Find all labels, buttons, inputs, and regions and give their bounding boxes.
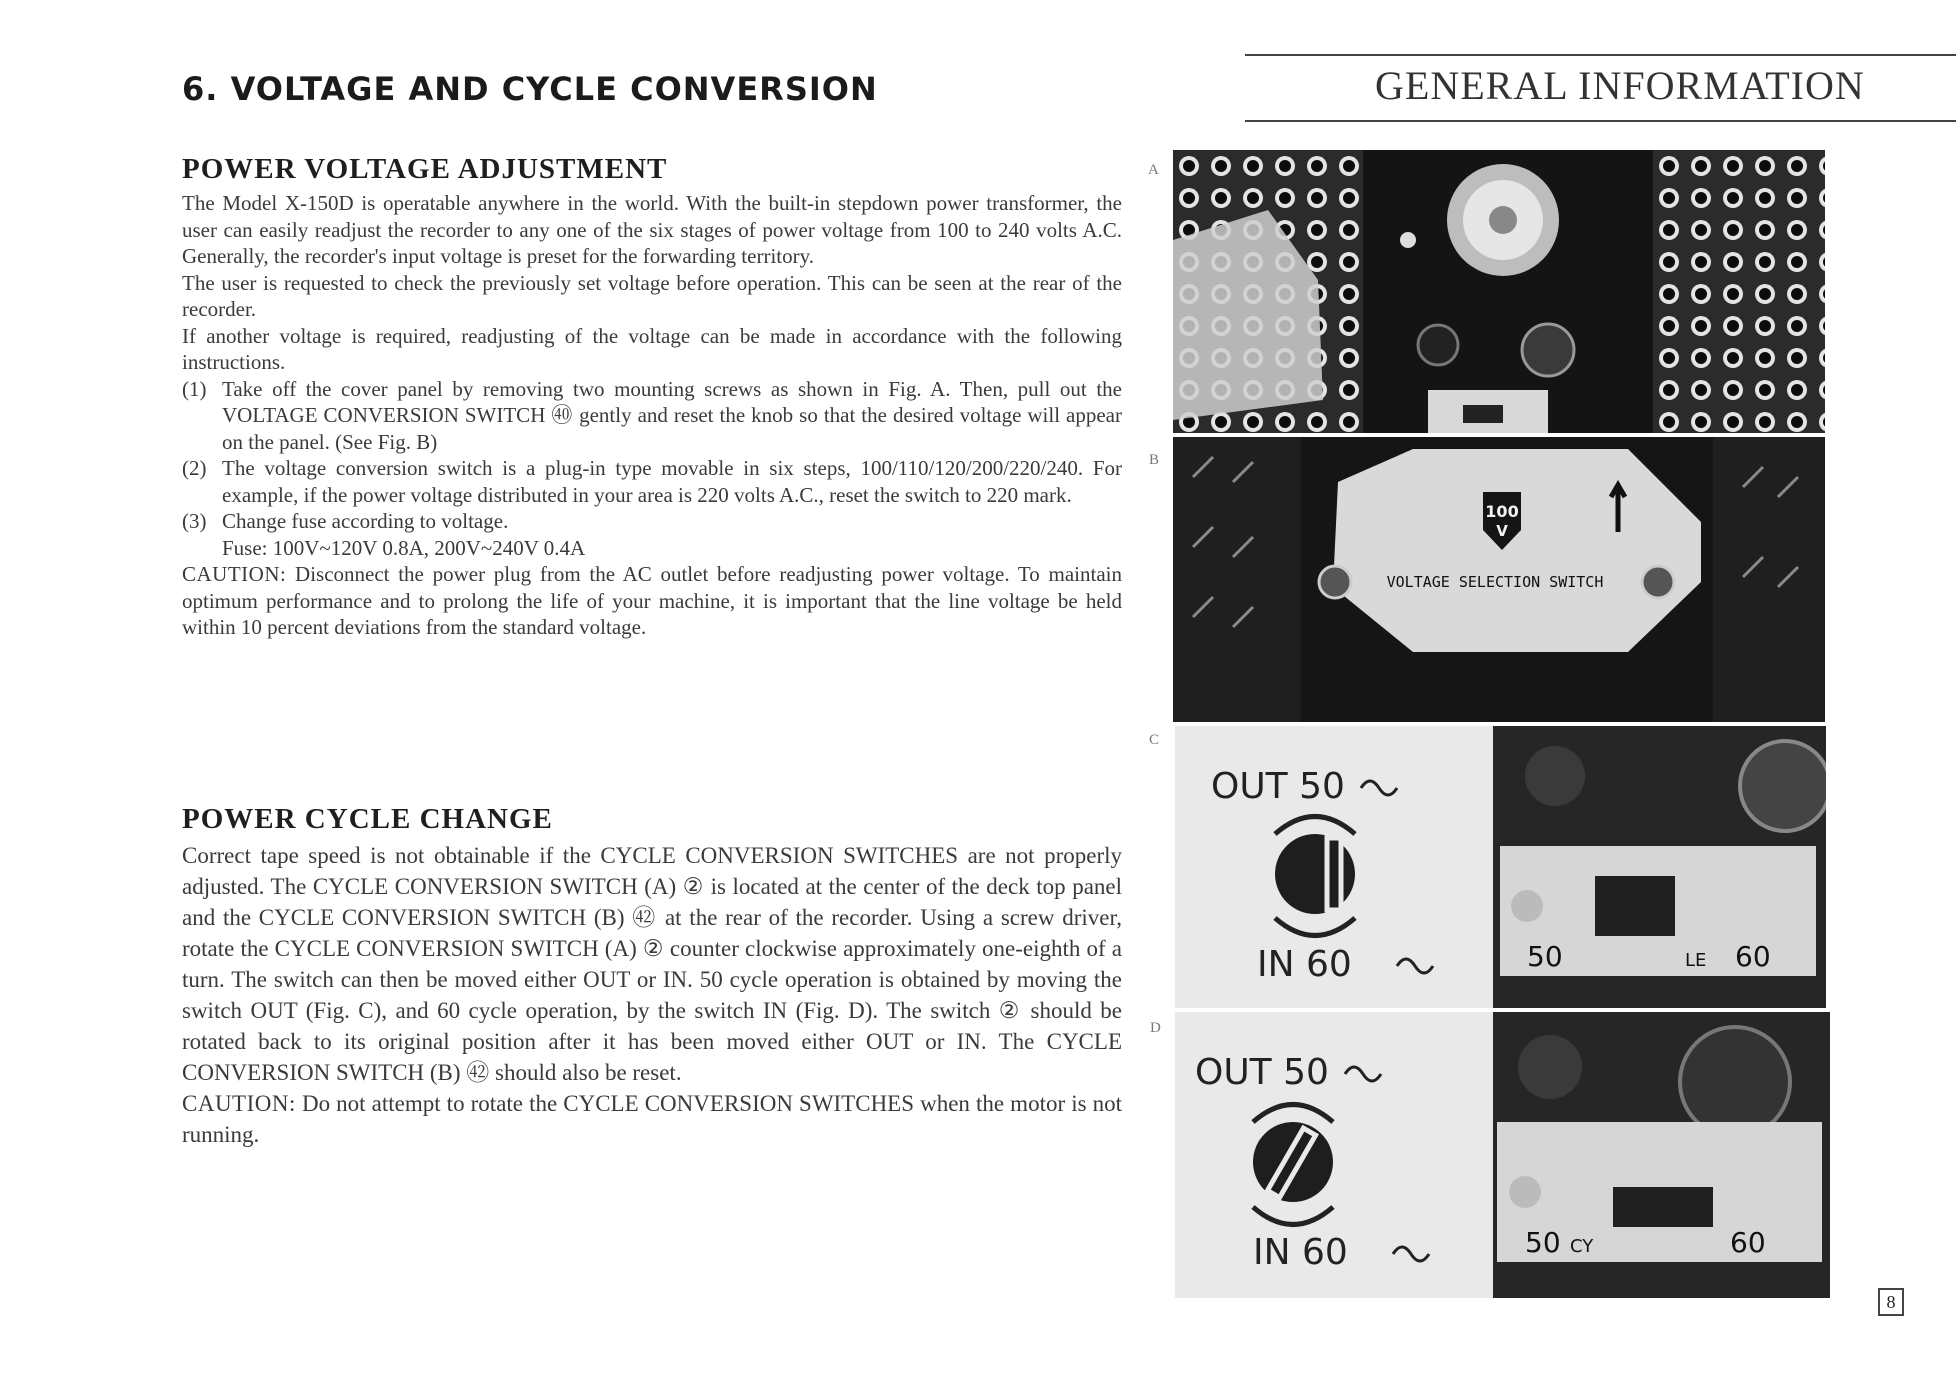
page-number: 8 <box>1878 1288 1904 1316</box>
cycle-60-mark: 60 <box>1730 1226 1766 1259</box>
cycle-caution <box>182 1088 1122 1150</box>
step-number: (3) <box>182 509 207 533</box>
instruction-step-1 <box>182 376 1122 456</box>
figure-d-cycle-in-photo <box>1175 1012 1830 1298</box>
cycle-change-paragraph: Correct tape speed is not obtainable if the CYCLE CONVERSION SWITCHES are not properly adjusted. The CYCLE CONVERSION SWITCH (A) ② is located at the center of the deck top panel and the CYCLE CONVERSION SWITCH (B) ㊷ at the rear of the recorder. Using a screw driver, rotate the CYCLE CONVERSION SWITCH (A) ② counter clockwise approximately one-eighth of a turn. The switch can then be moved either OUT or IN. 50 cycle operation is obtained by moving the switch OUT (Fig. C), and 60 cycle operation, by the switch IN (Fig. D). The switch ② should be rotated back to its original position after it has been moved either OUT or IN. The CYCLE CONVERSION SWITCH (B) ㊷ should also be reset. <box>182 843 1122 1085</box>
figure-d-label: D <box>1150 1020 1161 1036</box>
switch-in-60-label: IN 60 <box>1253 1232 1348 1273</box>
cycle-tag-mark: LE <box>1685 950 1707 971</box>
figure-c-label: C <box>1149 732 1160 748</box>
voltage-adjustment-heading: POWER VOLTAGE ADJUSTMENT <box>182 153 668 185</box>
switch-out-50-label: OUT 50 <box>1211 766 1345 807</box>
caution-text: Do not attempt to rotate the CYCLE CONVERSION SWITCHES when the motor is not running. <box>182 1091 1122 1147</box>
step-number: (2) <box>182 456 207 480</box>
voltage-intro-paragraph: The Model X-150D is operatable anywhere in the world. With the built-in stepdown power transformer, the user can easily readjust the recorder to any one of the six stages of power voltage from 100 to 240 volts A.C. Generally, the recorder's input voltage is preset for the forwarding territory. <box>182 191 1122 268</box>
figure-b-label: B <box>1149 452 1160 468</box>
cycle-50-mark: 50 <box>1525 1226 1561 1259</box>
cycle-50-mark: 50 <box>1527 940 1563 973</box>
voltage-readjust-paragraph: If another voltage is required, readjusting of the voltage can be made in accordance with the following instructions. <box>182 323 1122 374</box>
step-text: Take off the cover panel by removing two mounting screws as shown in Fig. A. Then, pull out the VOLTAGE CONVERSION SWITCH ㊵ gently and reset the knob so that the desired voltage will appear on the panel. (See Fig. B) <box>222 376 1122 454</box>
switch-out-50-label: OUT 50 <box>1195 1052 1329 1093</box>
section-header-general-information: GENERAL INFORMATION <box>1375 63 1865 108</box>
voltage-adjustment-section <box>182 153 1122 641</box>
header-rule-bottom <box>1245 120 1956 122</box>
caution-label: CAUTION: <box>182 1091 296 1116</box>
step-text: The voltage conversion switch is a plug-in type movable in six steps, 100/110/120/200/220/240. For example, if the power voltage distributed in your area is 220 volts A.C., reset the switch to 220 mark. <box>222 456 1122 507</box>
caution-label: CAUTION: <box>182 562 287 586</box>
voltage-check-paragraph: The user is requested to check the previously set voltage before operation. This can be seen at the rear of the recorder. <box>182 270 1122 321</box>
instruction-step-2 <box>182 455 1122 508</box>
caution-text: Disconnect the power plug from the AC outlet before readjusting power voltage. To maintain optimum performance and to prolong the life of your machine, it is important that the line voltage be held within 10 percent deviations from the standard voltage. <box>182 562 1122 639</box>
instruction-step-3 <box>182 508 1122 535</box>
voltage-caution <box>182 561 1122 641</box>
step-number: (1) <box>182 376 207 401</box>
page-title: 6. VOLTAGE AND CYCLE CONVERSION <box>182 70 878 108</box>
cycle-tag-mark: CY <box>1570 1236 1594 1257</box>
voltage-selection-switch-label: VOLTAGE SELECTION SWITCH <box>1386 573 1604 591</box>
cycle-change-section <box>182 803 1122 1150</box>
step-text: Change fuse according to voltage. <box>222 509 509 533</box>
figure-a-rear-panel-photo <box>1173 150 1825 433</box>
figure-c-cycle-out-photo <box>1175 726 1826 1008</box>
figure-a-label: A <box>1148 162 1159 178</box>
voltage-badge-unit: V <box>1496 522 1508 540</box>
header-rule-top <box>1245 54 1956 56</box>
switch-in-60-label: IN 60 <box>1257 944 1352 985</box>
fuse-spec: Fuse: 100V~120V 0.8A, 200V~240V 0.4A <box>222 535 586 560</box>
cycle-change-heading: POWER CYCLE CHANGE <box>182 803 553 835</box>
figure-b-voltage-selection-photo <box>1173 437 1825 722</box>
voltage-badge-value: 100 <box>1485 502 1519 521</box>
cycle-60-mark: 60 <box>1735 940 1771 973</box>
